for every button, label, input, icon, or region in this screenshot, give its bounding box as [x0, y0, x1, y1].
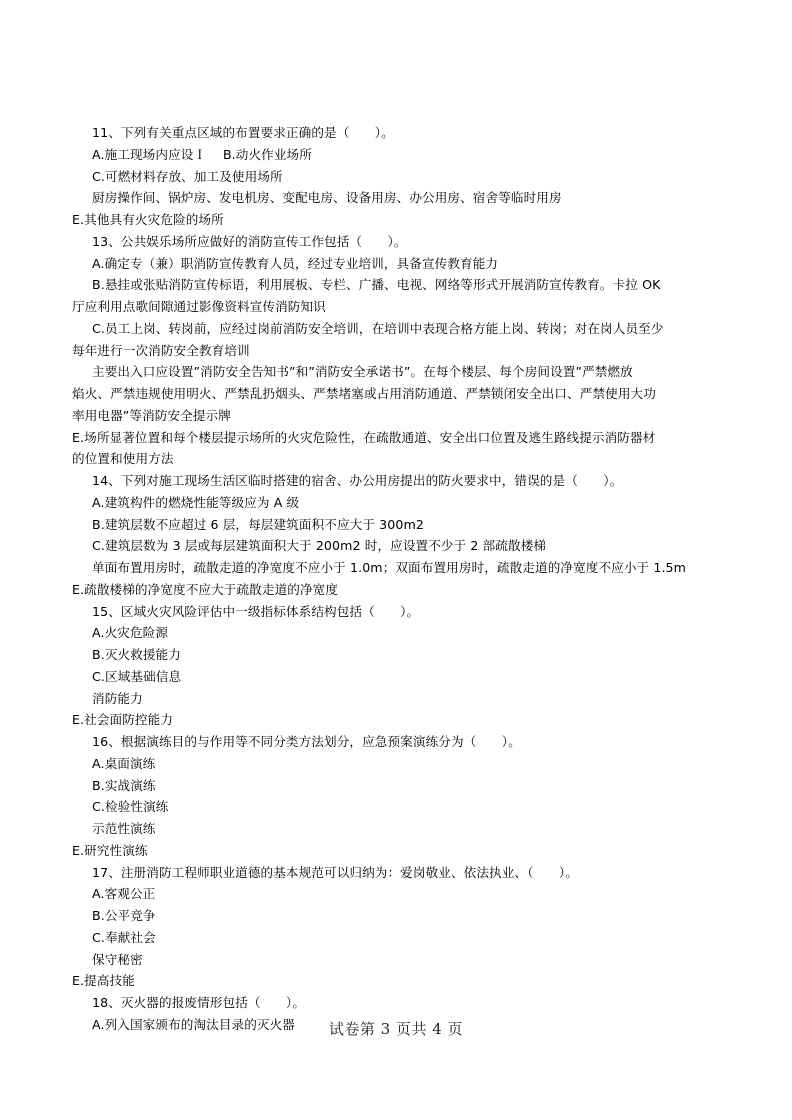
option-line: A.施工现场内应设Ｉ B.动火作业场所 [92, 146, 312, 162]
option-line: B.灭火救援能力 [92, 647, 182, 662]
option-line: E.研究性演练 [72, 842, 148, 858]
option-line: E.社会面防控能力 [72, 712, 174, 728]
option-line: A.确定专（兼）职消防宣传教育人员，经过专业培训，具备宣传教育能力 [92, 255, 499, 271]
question-17: 17、注册消防工程师职业道德的基本规范可以归纳为：爱岗敬业、依法执业、（ ）。 [92, 864, 578, 880]
option-line: 保守秘密 [92, 951, 143, 967]
option-line: 单面布置用房时，疏散走道的净宽度不应小于 1.0m；双面布置用房时，疏散走道的净宽度不应小于 1.5m [92, 560, 687, 575]
option-line: A.建筑构件的燃烧性能等级应为 A 级 [92, 494, 300, 510]
question-13: 13、公共娱乐场所应做好的消防宣传工作包括（ ）。 [92, 233, 407, 249]
option-line: E.疏散楼梯的净宽度不应大于疏散走道的净宽度 [72, 581, 339, 597]
question-16: 16、根据演练目的与作用等不同分类方法划分，应急预案演练分为（ ）。 [92, 734, 521, 749]
question-11: 11、下列有关重点区域的布置要求正确的是（ ）。 [92, 125, 394, 140]
option-line: A.桌面演练 [92, 755, 156, 771]
option-line: C.可燃材料存放、加工及使用场所 [92, 168, 283, 184]
option-line: 主要出入口应设置”消防安全告知书”和”消防安全承诺书”。在每个楼层、每个房间设置”严禁燃放 [92, 364, 633, 380]
option-continuation: 的位置和使用方法 [72, 451, 174, 467]
option-line: B.悬挂或张贴消防宣传标语，利用展板、专栏、广播、电视、网络等形式开展消防宣传教育。卡拉 OK [92, 277, 661, 293]
option-line: 消防能力 [92, 690, 143, 706]
option-continuation: 焰火、严禁违规使用明火、严禁乱扔烟头、严禁堵塞或占用消防通道、严禁锁闭安全出口、严禁使用大功 [72, 386, 656, 401]
page-footer: 试卷第 3 页共 4 页 [328, 1020, 464, 1038]
question-14: 14、下列对施工现场生活区临时搭建的宿舍、办公用房提出的防火要求中，错误的是（ ）。 [92, 473, 623, 488]
question-18: 18、灭火器的报废情形包括（ ）。 [92, 995, 306, 1010]
option-line: C.检验性演练 [92, 799, 169, 815]
option-line: B.公平竞争 [92, 908, 156, 923]
exam-page-body [72, 122, 726, 1036]
option-line: A.客观公正 [92, 886, 156, 902]
option-line: E.提高技能 [72, 973, 135, 989]
question-15: 15、区域火灾风险评估中一级指标体系结构包括（ ）。 [92, 603, 420, 619]
option-line: C.区域基础信息 [92, 668, 182, 684]
option-line: E.场所显著位置和每个楼层提示场所的火灾危险性，在疏散通道、安全出口位置及逃生路线提示消防器材 [72, 429, 656, 445]
option-line: C.员工上岗、转岗前，应经过岗前消防安全培训，在培训中表现合格方能上岗、转岗；对在岗人员至少 [92, 320, 664, 336]
option-line: B.实战演练 [92, 777, 156, 793]
option-line: B.建筑层数不应超过 6 层，每层建筑面积不应大于 300m2 [92, 516, 424, 532]
option-line: 示范性演练 [92, 821, 156, 836]
option-continuation: 每年进行一次消防安全教育培训 [72, 342, 250, 358]
option-line: C.奉献社会 [92, 929, 156, 945]
option-line: C.建筑层数为 3 层或每层建筑面积大于 200m2 时，应设置不少于 2 部疏散楼梯 [92, 538, 547, 554]
option-line: E.其他具有火灾危险的场所 [72, 212, 224, 227]
option-continuation: 率用电器”等消防安全提示牌 [72, 407, 231, 423]
option-line: 厨房操作间、锅炉房、发电机房、变配电房、设备用房、办公用房、宿舍等临时用房 [92, 190, 562, 206]
option-continuation: 厅应利用点歌间隙通过影像资料宣传消防知识 [72, 299, 326, 314]
option-line: A.列入国家颁布的淘汰目录的灭火器 [92, 1016, 296, 1032]
option-line: A.火灾危险源 [92, 625, 169, 641]
